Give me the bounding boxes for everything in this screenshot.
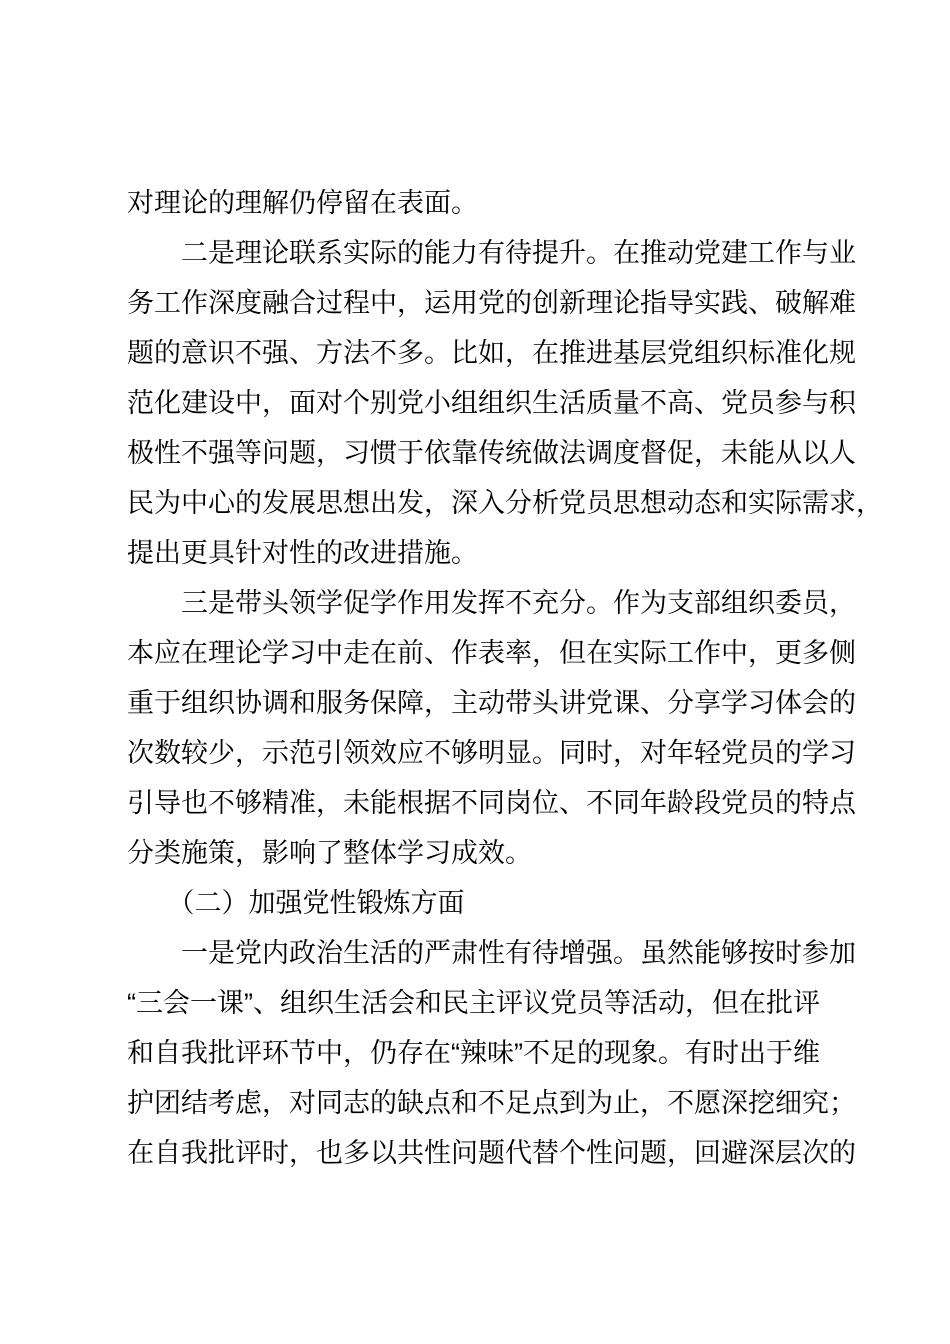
- text-line: 范化建设中，面对个别党小组组织生活质量不高、党员参与积: [127, 388, 856, 418]
- text-line: 护团结考虑，对同志的缺点和不足点到为止，不愿深挖细究；: [127, 1088, 856, 1118]
- text-line: “三会一课”、组织生活会和民主评议党员等活动，但在批评: [127, 988, 820, 1018]
- text-line: 引导也不够精准，未能根据不同岗位、不同年龄段党员的特点: [127, 788, 856, 818]
- text-line: 分类施策，影响了整体学习成效。: [127, 838, 532, 868]
- text-line: 在自我批评时，也多以共性问题代替个性问题，回避深层次的: [127, 1138, 856, 1168]
- text-line: 三是带头领学促学作用发挥不充分。作为支部组织委员，: [127, 588, 856, 618]
- section-heading: （二）加强党性锻炼方面: [127, 888, 465, 918]
- text-line: 一是党内政治生活的严肃性有待增强。虽然能够按时参加: [127, 938, 856, 968]
- text-line: 题的意识不强、方法不多。比如，在推进基层党组织标准化规: [127, 338, 856, 368]
- text-line: 提出更具针对性的改进措施。: [127, 538, 478, 568]
- text-line: 次数较少，示范引领效应不够明显。同时，对年轻党员的学习: [127, 738, 856, 768]
- document-text-block: [127, 178, 887, 1178]
- text-line: 本应在理论学习中走在前、作表率，但在实际工作中，更多侧: [127, 638, 856, 668]
- text-line: 二是理论联系实际的能力有待提升。在推动党建工作与业: [127, 238, 856, 268]
- text-line: 务工作深度融合过程中，运用党的创新理论指导实践、破解难: [127, 288, 856, 318]
- text-line: 和自我批评环节中，仍存在“辣味”不足的现象。有时出于维: [127, 1038, 820, 1068]
- text-line: 重于组织协调和服务保障，主动带头讲党课、分享学习体会的: [127, 688, 856, 718]
- text-line: 极性不强等问题，习惯于依靠传统做法调度督促，未能从以人: [127, 438, 856, 468]
- text-line: 民为中心的发展思想出发，深入分析党员思想动态和实际需求，: [127, 488, 883, 518]
- text-line: 对理论的理解仍停留在表面。: [127, 188, 478, 218]
